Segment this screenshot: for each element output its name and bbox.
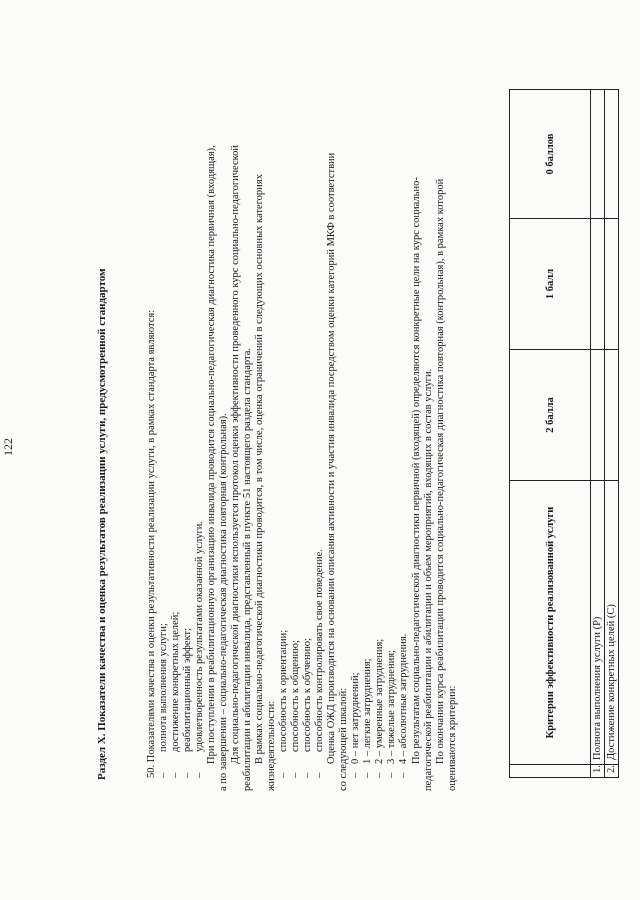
category-item: – способность к обучению;	[302, 638, 313, 778]
diagnostics-text: реабилитации и абилитации инвалида, представленный в пункте 51 настоящего раздела стандарта.	[242, 347, 253, 791]
ozhd-text: со следующей шкалой:	[338, 687, 349, 791]
diagnostics-text: а по завершении – социально-педагогическая диагностика повторная (контрольная).	[218, 413, 229, 791]
results-text: педагогической реабилитации и абилитации и объем мероприятий, входящих в состав услуги.	[423, 368, 434, 791]
scale-item: – 2 – умеренные затруднения;	[374, 638, 385, 778]
diagnostics-text: Для социально-педагогической диагностики используется протокол оценки эффективности проведенного курс социально-педагогической	[230, 144, 241, 764]
row-number: 1.	[591, 765, 605, 778]
table-header-row	[510, 90, 591, 778]
row-score-1	[605, 219, 619, 350]
row-number: 2.	[605, 765, 619, 778]
table-header-number	[510, 765, 591, 778]
table-header-1-point: 1 балл	[510, 219, 591, 350]
quality-item: – полнота выполнения услуги;	[158, 623, 169, 778]
results-text: По окончании курса реабилитации проводится социально-педагогическая диагностика повторная (контрольная), в рамках которой	[435, 178, 446, 764]
category-item: – способность к ориентации;	[278, 629, 289, 778]
table-row	[591, 90, 605, 778]
page-number: 122	[1, 438, 15, 456]
row-score-0	[605, 90, 619, 219]
criteria-table	[509, 89, 619, 778]
table-header-2-points: 2 балла	[510, 350, 591, 481]
category-item: – способность контролировать свое поведение.	[314, 549, 325, 778]
diagnostics-text: жизнедеятельности:	[266, 700, 277, 791]
quality-item: – достижение конкретных целей;	[170, 611, 181, 778]
scale-item: – 4 – абсолютные затруднения.	[398, 633, 409, 778]
results-text: оцениваются критерии:	[447, 685, 458, 791]
results-text: По результатам социально-педагогической диагностики первичной (входящей) определяются конкретные цели на курс социально-	[411, 177, 422, 764]
scale-item: – 1 – легкие затруднения;	[362, 658, 373, 778]
category-item: – способность к общению;	[290, 640, 301, 778]
table-header-0-points: 0 баллов	[510, 90, 591, 219]
row-criterion: Полнота выполнения услуги (P)	[591, 481, 605, 765]
paragraph-50: 50. Показателями качества и оценки результативности реализации услуги, в рамках стандарта являются:	[146, 309, 157, 778]
table-header-criteria: Критерии эффективности реализованной услуги	[510, 481, 591, 765]
quality-item: – реабилитационный эффект;	[182, 627, 193, 778]
diagnostics-text: В рамках социально-педагогической диагностики проводится, в том числе, оценка ограничений в следующих основных категориях	[254, 174, 265, 764]
ozhd-text: Оценка ОЖД производится на основании описания активности и участия инвалида посредством оценки категорий МКФ в соответствии	[326, 152, 337, 764]
row-score-2	[605, 350, 619, 481]
diagnostics-text: При поступлении в реабилитационную организацию инвалида проводится социально-педагогическая диагностика первичная (входящая),	[206, 145, 217, 764]
row-score-2	[591, 350, 605, 481]
scale-item: – 3 – тяжелые затруднения;	[386, 650, 397, 778]
scale-item: – 0 – нет затруднений;	[350, 672, 361, 778]
row-criterion: Достижение конкретных целей (C)	[605, 481, 619, 765]
table-row	[605, 90, 619, 778]
row-score-0	[591, 90, 605, 219]
section-heading: Раздел X. Показатели качества и оценка результатов реализации услуги, предусмотренной стандартом	[96, 268, 108, 780]
row-score-1	[591, 219, 605, 350]
quality-item: – удовлетворенность результатами оказанной услуги.	[194, 520, 205, 778]
